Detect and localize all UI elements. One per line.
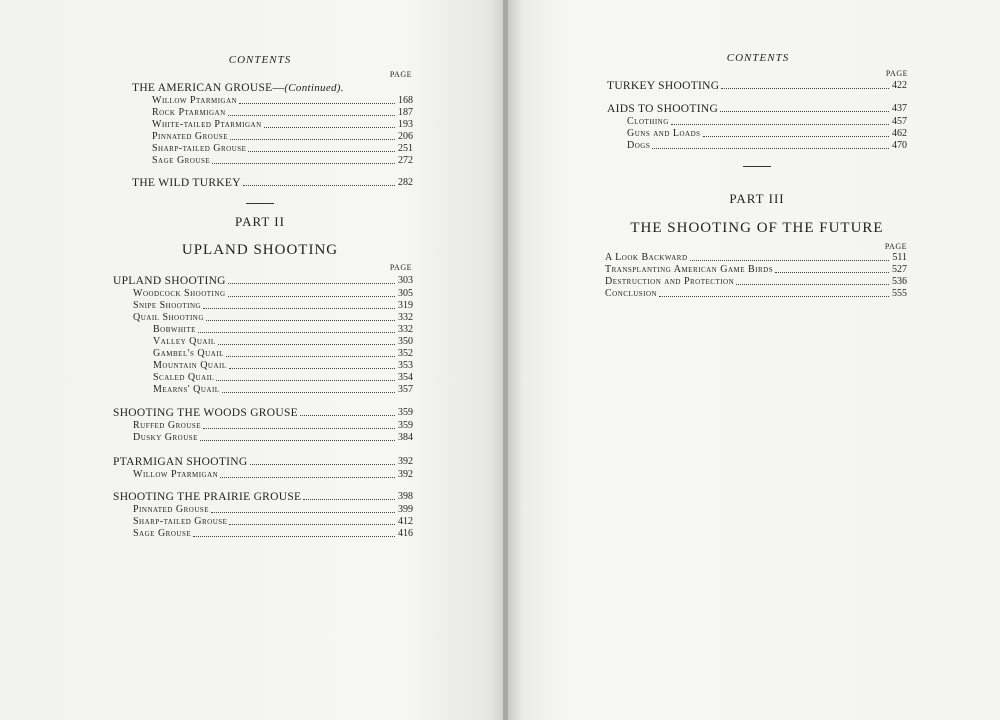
toc-entry: Willow Ptarmigan 392 bbox=[133, 469, 413, 480]
toc-entry: Willow Ptarmigan 168 bbox=[152, 95, 413, 106]
toc-entry: Conclusion 555 bbox=[605, 288, 907, 299]
toc-entry-woods-grouse: SHOOTING THE WOODS GROUSE 359 bbox=[113, 407, 413, 419]
toc-entry: Rock Ptarmigan 187 bbox=[152, 107, 413, 118]
contents-header: CONTENTS bbox=[726, 52, 790, 64]
toc-entry: Sage Grouse 272 bbox=[152, 155, 413, 166]
divider bbox=[246, 203, 274, 204]
toc-entry: Scaled Quail 354 bbox=[153, 372, 413, 383]
toc-entry-wild-turkey: THE WILD TURKEY 282 bbox=[132, 177, 413, 189]
toc-entry: Sharp-tailed Grouse 251 bbox=[152, 143, 413, 154]
toc-entry-ptarmigan-shooting: PTARMIGAN SHOOTING 392 bbox=[113, 456, 413, 468]
part-title: UPLAND SHOOTING bbox=[181, 242, 339, 258]
page-column-label: PAGE bbox=[389, 70, 412, 79]
part-heading: PART II bbox=[235, 214, 285, 229]
toc-entry: Mountain Quail 353 bbox=[153, 360, 413, 371]
toc-entry: White-tailed Ptarmigan 193 bbox=[152, 119, 413, 130]
divider bbox=[743, 166, 771, 167]
toc-entry: Mearns' Quail 357 bbox=[153, 384, 413, 395]
toc-entry: Sage Grouse 416 bbox=[133, 528, 413, 539]
toc-entry: Valley Quail 350 bbox=[153, 336, 413, 347]
toc-entry: Ruffed Grouse 359 bbox=[133, 420, 413, 431]
toc-entry: Woodcock Shooting 305 bbox=[133, 288, 413, 299]
toc-entry-prairie-grouse: SHOOTING THE PRAIRIE GROUSE 398 bbox=[113, 491, 413, 503]
section-title-american-grouse: THE AMERICAN GROUSE—(Continued). bbox=[132, 82, 344, 94]
toc-entry: Guns and Loads 462 bbox=[627, 128, 907, 139]
toc-entry: Pinnated Grouse 399 bbox=[133, 504, 413, 515]
toc-entry: Bobwhite 332 bbox=[153, 324, 413, 335]
page-column-label: PAGE bbox=[884, 242, 907, 251]
part-heading: PART III bbox=[729, 191, 785, 206]
part-title: THE SHOOTING OF THE FUTURE bbox=[630, 220, 884, 236]
toc-entry-upland-shooting: UPLAND SHOOTING 303 bbox=[113, 275, 413, 287]
toc-entry-turkey-shooting: TURKEY SHOOTING 422 bbox=[607, 80, 907, 92]
contents-header: CONTENTS bbox=[228, 54, 292, 66]
toc-entry: Dusky Grouse 384 bbox=[133, 432, 413, 443]
toc-entry: Destruction and Protection 536 bbox=[605, 276, 907, 287]
toc-entry-aids-to-shooting: AIDS TO SHOOTING 437 bbox=[607, 103, 907, 115]
toc-entry: Quail Shooting 332 bbox=[133, 312, 413, 323]
toc-entry: Pinnated Grouse 206 bbox=[152, 131, 413, 142]
toc-entry: Snipe Shooting 319 bbox=[133, 300, 413, 311]
toc-entry: Clothing 457 bbox=[627, 116, 907, 127]
right-page bbox=[508, 0, 1000, 720]
toc-entry: Gambel's Quail 352 bbox=[153, 348, 413, 359]
page-column-label: PAGE bbox=[885, 69, 908, 78]
page-column-label: PAGE bbox=[389, 263, 412, 272]
toc-entry: Dogs 470 bbox=[627, 140, 907, 151]
toc-entry: A Look Backward 511 bbox=[605, 252, 907, 263]
toc-entry: Sharp-tailed Grouse 412 bbox=[133, 516, 413, 527]
toc-entry: Transplanting American Game Birds 527 bbox=[605, 264, 907, 275]
